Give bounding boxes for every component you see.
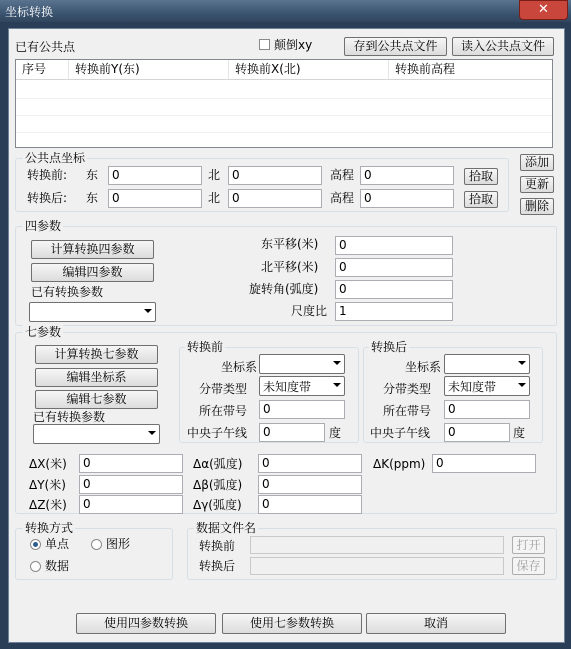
before-meridian-input[interactable]: 0 [259, 423, 325, 442]
after-zone-type-value: 未知度带 [448, 380, 497, 394]
open-file-button[interactable]: 打开 [512, 536, 545, 554]
after-north-label: 北 [208, 191, 221, 205]
method-single-radio[interactable] [30, 539, 41, 550]
chevron-down-icon [333, 383, 341, 387]
d-gamma-input[interactable]: 0 [258, 495, 362, 514]
method-title: 转换方式 [25, 521, 74, 535]
data-file-after-input[interactable] [250, 557, 504, 575]
add-button[interactable]: 添加 [520, 154, 554, 171]
seven-existing-params-select[interactable] [33, 424, 160, 444]
common-points-title: 已有公共点 [15, 40, 76, 54]
method-data-label: 数据 [45, 559, 70, 573]
after-north-input[interactable]: 0 [228, 189, 322, 208]
north-shift-label: 北平移(米) [261, 260, 319, 274]
method-group [15, 528, 173, 580]
column-header-height[interactable]: 转换前高程 [395, 62, 456, 76]
seven-existing-label: 已有转换参数 [33, 410, 106, 424]
after-coord-sys-select[interactable] [444, 354, 530, 374]
after-zone-no-input[interactable]: 0 [444, 400, 530, 419]
public-coord-title: 公共点坐标 [25, 151, 86, 165]
dz-label: ΔZ(米) [29, 498, 67, 512]
cancel-button[interactable]: 取消 [366, 613, 506, 634]
north-shift-input[interactable]: 0 [335, 258, 453, 277]
d-gamma-label: Δγ(弧度) [193, 498, 242, 512]
dy-input[interactable]: 0 [79, 475, 183, 494]
dx-label: ΔX(米) [29, 457, 67, 471]
rotation-label: 旋转角(弧度) [249, 282, 319, 296]
four-param-title: 四参数 [25, 219, 62, 233]
data-file-title: 数据文件名 [196, 521, 257, 535]
title-bar [0, 0, 571, 22]
dy-label: ΔY(米) [29, 478, 66, 492]
chevron-down-icon [148, 431, 156, 435]
before-east-label: 东 [86, 168, 99, 182]
data-file-before-input[interactable] [250, 536, 504, 554]
scale-input[interactable]: 1 [335, 302, 453, 321]
d-alpha-label: Δα(弧度) [193, 457, 243, 471]
flip-xy-label: 颠倒xy [274, 38, 313, 52]
dk-label: ΔK(ppm) [373, 457, 426, 471]
east-shift-input[interactable]: 0 [335, 236, 453, 255]
after-coord-sys-label: 坐标系 [405, 360, 442, 374]
before-north-input[interactable]: 0 [228, 166, 322, 185]
before-height-input[interactable]: 0 [360, 166, 454, 185]
save-common-points-button[interactable]: 存到公共点文件 [344, 37, 447, 56]
method-graphic-radio[interactable] [91, 539, 102, 550]
chevron-down-icon [518, 361, 526, 365]
close-icon: ✕ [538, 2, 549, 17]
window-title: 坐标转换 [5, 5, 54, 19]
method-data-radio[interactable] [30, 561, 41, 572]
before-zone-type-value: 未知度带 [263, 380, 312, 394]
before-degree-unit: 度 [329, 426, 342, 440]
before-north-label: 北 [208, 168, 221, 182]
after-east-label: 东 [86, 191, 99, 205]
common-points-table[interactable] [15, 59, 553, 148]
d-beta-label: Δβ(弧度) [193, 478, 243, 492]
dx-input[interactable]: 0 [79, 454, 183, 473]
after-meridian-input[interactable]: 0 [444, 423, 510, 442]
after-zone-type-label: 分带类型 [383, 382, 432, 396]
chevron-down-icon [333, 361, 341, 365]
save-file-button[interactable]: 保存 [512, 557, 545, 575]
before-zone-type-label: 分带类型 [199, 382, 248, 396]
row-divider [16, 98, 552, 99]
before-coord-sys-select[interactable] [259, 354, 345, 374]
before-meridian-label: 中央子午线 [187, 426, 248, 440]
seven-param-title: 七参数 [25, 325, 62, 339]
flip-xy-checkbox[interactable] [259, 39, 270, 50]
after-label: 转换后: [27, 191, 68, 205]
d-beta-input[interactable]: 0 [258, 475, 362, 494]
edit-seven-param-button[interactable]: 编辑七参数 [35, 390, 158, 409]
east-shift-label: 东平移(米) [261, 237, 319, 251]
scale-label: 尺度比 [291, 304, 328, 318]
data-file-after-label: 转换后 [199, 559, 236, 573]
after-height-label: 高程 [330, 191, 355, 205]
row-divider [16, 115, 552, 116]
load-common-points-button[interactable]: 读入公共点文件 [452, 37, 554, 56]
update-button[interactable]: 更新 [520, 176, 554, 193]
dialog-body [8, 28, 565, 643]
before-coord-sys-label: 坐标系 [221, 360, 258, 374]
before-label: 转换前: [27, 168, 68, 182]
data-file-before-label: 转换前 [199, 539, 236, 553]
four-existing-params-select[interactable] [29, 302, 156, 322]
edit-four-param-button[interactable]: 编辑四参数 [31, 263, 154, 282]
column-header-x-north[interactable]: 转换前X(北) [229, 60, 389, 79]
after-degree-unit: 度 [513, 426, 526, 440]
chevron-down-icon [144, 309, 152, 313]
pick-before-button[interactable]: 拾取 [464, 168, 498, 185]
close-button[interactable] [519, 0, 568, 20]
dz-input[interactable]: 0 [79, 495, 183, 514]
before-zone-no-label: 所在带号 [199, 404, 248, 418]
four-existing-label: 已有转换参数 [31, 285, 104, 299]
row-divider [16, 132, 552, 133]
calc-four-param-button[interactable]: 计算转换四参数 [31, 240, 154, 259]
seven-before-title: 转换前 [187, 340, 224, 354]
pick-after-button[interactable]: 拾取 [464, 191, 498, 208]
dk-input[interactable]: 0 [432, 454, 536, 473]
edit-coord-sys-button[interactable]: 编辑坐标系 [35, 368, 158, 387]
use-four-param-button[interactable]: 使用四参数转换 [76, 613, 216, 634]
method-single-label: 单点 [45, 537, 70, 551]
method-graphic-label: 图形 [106, 537, 131, 551]
before-height-label: 高程 [330, 168, 355, 182]
d-alpha-input[interactable]: 0 [258, 454, 362, 473]
after-east-input[interactable]: 0 [108, 189, 202, 208]
column-header-index[interactable]: 序号 [16, 60, 69, 79]
chevron-down-icon [518, 383, 526, 387]
before-east-input[interactable]: 0 [108, 166, 202, 185]
column-header-y-east[interactable]: 转换前Y(东) [69, 60, 229, 79]
after-height-input[interactable]: 0 [360, 189, 454, 208]
delete-button[interactable]: 删除 [520, 198, 554, 215]
after-zone-type-select[interactable] [444, 376, 530, 396]
header-divider [16, 79, 552, 80]
after-zone-no-label: 所在带号 [383, 404, 432, 418]
before-zone-no-input[interactable]: 0 [259, 400, 345, 419]
before-zone-type-select[interactable] [259, 376, 345, 396]
seven-after-title: 转换后 [371, 340, 408, 354]
rotation-input[interactable]: 0 [335, 280, 453, 299]
after-meridian-label: 中央子午线 [370, 426, 431, 440]
use-seven-param-button[interactable]: 使用七参数转换 [222, 613, 362, 634]
calc-seven-param-button[interactable]: 计算转换七参数 [35, 345, 158, 364]
